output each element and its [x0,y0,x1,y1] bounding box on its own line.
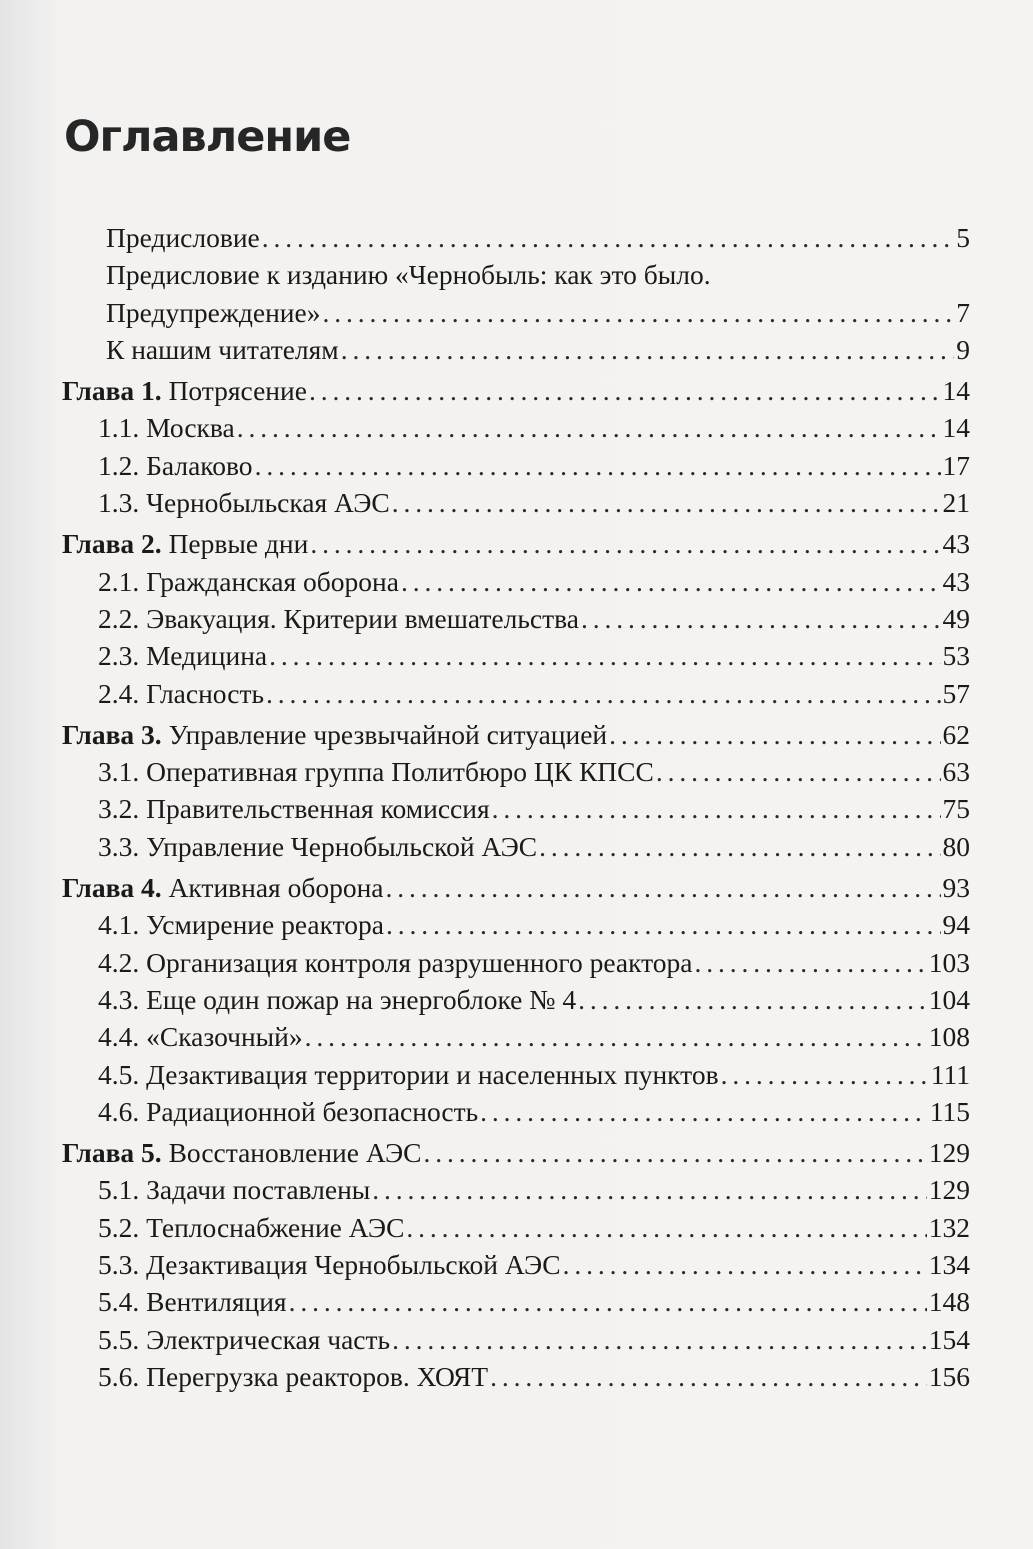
entry-title: 4.2. Организация контроля разрушенного реактора [98,946,693,978]
toc-entry-label [98,1361,488,1393]
dot-leader [563,1249,927,1281]
page-number: 17 [942,449,970,481]
dot-leader [609,719,940,751]
entry-title: 1.1. Москва [98,412,235,444]
entry-title: 2.3. Медицина [98,640,268,672]
entry-title: 3.3. Управление Чернобыльской АЭС [98,830,538,862]
toc-entry-label [98,1324,390,1356]
toc-entry-label [98,450,253,482]
page-number: 108 [928,1021,970,1053]
page-number: 21 [942,487,970,519]
toc-entry [62,1286,970,1323]
toc-entry [62,603,970,640]
dot-leader [289,1286,927,1318]
dot-leader [392,1324,927,1356]
toc-entry-label [98,603,579,635]
page-number: 53 [942,640,970,672]
toc-entry [62,487,970,524]
toc-chapter-entry [62,1137,970,1174]
entry-title: 3.2. Правительственная комиссия [98,793,490,825]
dot-leader [322,297,954,329]
page-number: 111 [930,1058,970,1090]
entry-title: Активная оборона [168,872,384,904]
toc-entry [62,1021,970,1058]
toc-entry [62,297,970,334]
toc-entry-label [98,831,537,863]
toc-entry [62,947,970,984]
page-number: 103 [928,946,970,978]
toc-entry-label [98,678,264,710]
toc-entry-label [98,909,384,941]
page-number: 129 [928,1174,970,1206]
page-number: 62 [942,718,970,750]
toc-entry-label [62,1137,422,1169]
entry-title: 4.1. Усмирение реактора [98,909,384,941]
dot-leader [490,1361,927,1393]
entry-title: Потрясение [168,375,307,407]
toc-entry-label [98,1096,478,1128]
page-number: 93 [942,872,970,904]
entry-title: 4.6. Радиационной безопасность [98,1095,479,1127]
entry-title: 2.4. Гласность [98,677,265,709]
toc-entry-label [98,412,235,444]
dot-leader [309,375,941,407]
dot-leader [424,1137,927,1169]
entry-title: К нашим читателям [106,333,339,365]
dot-leader [262,222,955,254]
dot-leader [406,1212,926,1244]
toc-entry-label [62,872,384,904]
toc-entry-label [62,375,307,407]
entry-title: 5.1. Задачи поставлены [98,1174,371,1206]
toc-entry-label [98,1212,404,1244]
toc-entry-label [98,947,692,979]
chapter-number: Глава 5. [62,1137,162,1169]
toc-entry [62,756,970,793]
page-number: 75 [942,793,970,825]
chapter-number: Глава 3. [62,718,162,750]
entry-title: 3.1. Оперативная группа Политбюро ЦК КПСС [98,756,654,788]
toc-chapter-entry [62,375,970,412]
entry-title: 2.2. Эвакуация. Критерии вмешательства [98,602,579,634]
page-number: 134 [928,1249,970,1281]
toc-entry-label [106,297,320,329]
toc-entry [62,1096,970,1133]
dot-leader [539,831,940,863]
toc-entry [62,566,970,603]
dot-leader [255,450,941,482]
toc-entry [62,222,970,259]
dot-leader [305,1021,927,1053]
dot-leader [721,1059,929,1091]
entry-title: 4.5. Дезактивация территории и населенных пунктов [98,1058,719,1090]
toc-entry-label [106,259,711,291]
dot-leader [310,528,940,560]
entry-title: 4.4. «Сказочный» [98,1021,303,1053]
page-number: 43 [942,565,970,597]
page-number: 49 [942,602,970,634]
toc-entry-label [106,222,260,254]
toc-entry [62,334,970,371]
toc-entry [62,909,970,946]
dot-leader [237,412,941,444]
toc-entry-label [62,528,308,560]
page-number: 9 [956,333,970,365]
table-of-contents [62,222,970,1398]
dot-leader [266,678,940,710]
chapter-number: Глава 4. [62,872,162,904]
entry-title: 2.1. Гражданская оборона [98,565,399,597]
page-number: 115 [929,1095,970,1127]
entry-title: Управление чрезвычайной ситуацией [168,718,608,750]
page-number: 132 [928,1211,970,1243]
dot-leader [372,1174,926,1206]
page-number: 94 [942,909,970,941]
toc-entry [62,1361,970,1398]
toc-entry [62,412,970,449]
dot-leader [480,1096,928,1128]
toc-entry-label [98,1249,561,1281]
toc-entry [62,1174,970,1211]
toc-entry-label [62,719,607,751]
toc-entry [62,1249,970,1286]
toc-entry [62,640,970,677]
page-number: 80 [942,830,970,862]
dot-leader [269,640,940,672]
chapter-number: Глава 2. [62,528,162,560]
toc-chapter-entry [62,719,970,756]
toc-entry [62,984,970,1021]
toc-chapter-entry [62,528,970,565]
chapter-number: Глава 1. [62,375,162,407]
dot-leader [581,603,941,635]
toc-entry-label [98,566,399,598]
toc-chapter-entry [62,872,970,909]
entry-title: Первые дни [168,528,309,560]
page-number: 104 [928,983,970,1015]
page-number: 154 [928,1323,970,1355]
dot-leader [694,947,926,979]
page-number: 7 [956,296,970,328]
toc-entry-label [98,984,576,1016]
toc-entry-label [98,793,490,825]
entry-title: 1.3. Чернобыльская АЭС [98,487,390,519]
dot-leader [656,756,941,788]
dot-leader [392,487,941,519]
toc-entry [62,1059,970,1096]
toc-entry-label [98,756,654,788]
entry-title: 5.3. Дезактивация Чернобыльской АЭС [98,1249,561,1281]
page-number: 5 [956,222,970,253]
page-title: Оглавление [64,112,351,162]
entry-title: Предисловие [106,222,260,253]
page-number: 14 [942,412,970,444]
dot-leader [401,566,941,598]
toc-entry [62,1324,970,1361]
toc-entry [62,793,970,830]
toc-entry-label [98,487,390,519]
toc-entry-label [98,1059,719,1091]
entry-title: 1.2. Балаково [98,449,253,481]
entry-title: Предупреждение» [106,296,321,328]
entry-title: Восстановление АЭС [168,1137,422,1169]
toc-entry-label [106,334,339,366]
toc-entry-label [98,1286,287,1318]
toc-entry [62,831,970,868]
page-number: 156 [928,1360,970,1392]
entry-title: 4.3. Еще один пожар на энергоблоке № 4 [98,983,577,1015]
dot-leader [578,984,927,1016]
entry-title: 5.2. Теплоснабжение АЭС [98,1211,405,1243]
dot-leader [386,909,941,941]
toc-entry [62,259,970,296]
toc-entry [62,1212,970,1249]
toc-entry-label [98,1174,370,1206]
dot-leader [386,872,941,904]
page-number: 43 [942,528,970,560]
entry-title: 5.4. Вентиляция [98,1286,287,1318]
dot-leader [341,334,955,366]
entry-title: Предисловие к изданию «Чернобыль: как это было. [106,259,711,291]
toc-entry [62,450,970,487]
entry-title: 5.6. Перегрузка реакторов. ХОЯТ [98,1360,489,1392]
dot-leader [492,793,941,825]
toc-entry-label [98,1021,303,1053]
entry-title: 5.5. Электрическая часть [98,1323,391,1355]
page-number: 148 [928,1286,970,1318]
page-number: 129 [928,1137,970,1169]
toc-entry-label [98,640,267,672]
page-number: 14 [942,375,970,407]
toc-entry [62,678,970,715]
page-number: 63 [942,756,970,788]
page-number: 57 [942,677,970,709]
